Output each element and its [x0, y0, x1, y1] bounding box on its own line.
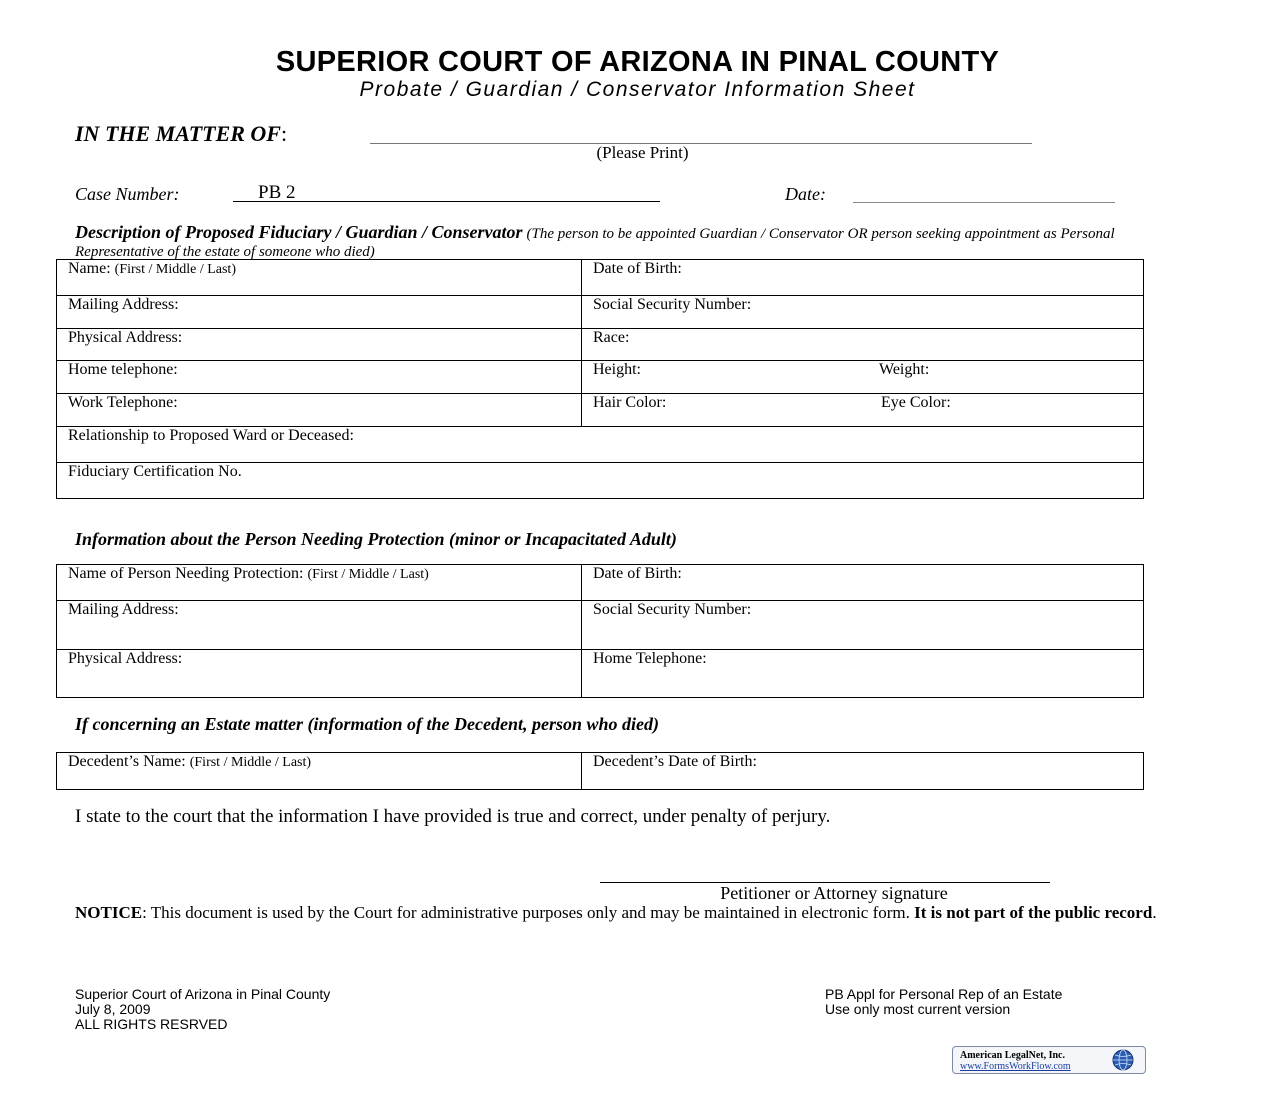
protected-ssn-field[interactable]: Social Security Number: [582, 601, 1144, 650]
date-field[interactable] [853, 202, 1115, 203]
fiduciary-section-heading: Description of Proposed Fiduciary / Guardian / Conservator (The person to be appointed Guardian / Conservator OR person seeking appointment as Personal Representative of the estate of someone who died) [75, 222, 1115, 260]
protected-mailing-field[interactable]: Mailing Address: [57, 601, 582, 650]
fiduciary-height-weight-field[interactable]: Height: Weight: [582, 361, 1144, 394]
fiduciary-dob-field[interactable]: Date of Birth: [582, 260, 1144, 296]
fiduciary-work-phone-field[interactable]: Work Telephone: [57, 394, 582, 427]
estate-section-heading: If concerning an Estate matter (information of the Decedent, person who died) [75, 714, 660, 734]
date-label: Date: [785, 184, 826, 204]
fiduciary-table [56, 259, 1144, 499]
fiduciary-name-field[interactable]: Name: (First / Middle / Last) [57, 260, 582, 296]
fiduciary-relationship-field[interactable]: Relationship to Proposed Ward or Deceased: [57, 427, 1144, 463]
protected-home-phone-field[interactable]: Home Telephone: [582, 650, 1144, 698]
fiduciary-certification-field[interactable]: Fiduciary Certification No. [57, 463, 1144, 499]
case-number-label: Case Number: [75, 184, 180, 204]
legalnet-badge[interactable] [952, 1046, 1146, 1074]
please-print-hint: (Please Print) [596, 143, 689, 162]
badge-company: American LegalNet, Inc. [960, 1050, 1065, 1061]
notice: NOTICE: This document is used by the Court for administrative purposes only and may be maintained in electronic form. It is not part of the public record. [75, 903, 1157, 922]
decedent-name-field[interactable]: Decedent’s Name: (First / Middle / Last) [57, 753, 582, 790]
case-number-value: PB 2 [258, 182, 296, 203]
protected-dob-field[interactable]: Date of Birth: [582, 565, 1144, 601]
page-subtitle: Probate / Guardian / Conservator Information Sheet [359, 78, 916, 101]
case-number-field[interactable] [233, 201, 660, 202]
fiduciary-hair-eye-field[interactable]: Hair Color: Eye Color: [582, 394, 1144, 427]
matter-label: IN THE MATTER OF: [75, 121, 288, 146]
protected-table [56, 564, 1144, 698]
protected-name-field[interactable]: Name of Person Needing Protection: (First / Middle / Last) [57, 565, 582, 601]
fiduciary-home-phone-field[interactable]: Home telephone: [57, 361, 582, 394]
footer-left [75, 987, 330, 1032]
fiduciary-physical-field[interactable]: Physical Address: [57, 329, 582, 361]
footer-form-name: PB Appl for Personal Rep of an Estate [825, 986, 1063, 1002]
page-title: SUPERIOR COURT OF ARIZONA IN PINAL COUNTY [275, 46, 1000, 78]
fiduciary-ssn-field[interactable]: Social Security Number: [582, 296, 1144, 329]
decedent-dob-field[interactable]: Decedent’s Date of Birth: [582, 753, 1144, 790]
protected-physical-field[interactable]: Physical Address: [57, 650, 582, 698]
globe-icon [1111, 1048, 1135, 1072]
footer-court: Superior Court of Arizona in Pinal County [75, 986, 331, 1002]
estate-table [56, 752, 1144, 790]
protected-section-heading: Information about the Person Needing Protection (minor or Incapacitated Adult) [75, 529, 677, 549]
badge-url-link[interactable]: www.FormsWorkFlow.com [960, 1061, 1071, 1072]
footer-version-note: Use only most current version [825, 1001, 1011, 1017]
footer-right [825, 987, 1062, 1017]
perjury-statement: I state to the court that the information I have provided is true and correct, under penalty of perjury. [75, 806, 831, 827]
signature-label: Petitioner or Attorney signature [720, 883, 948, 903]
fiduciary-mailing-field[interactable]: Mailing Address: [57, 296, 582, 329]
footer-rights: ALL RIGHTS RESRVED [75, 1016, 228, 1032]
footer-date: July 8, 2009 [75, 1001, 151, 1017]
fiduciary-race-field[interactable]: Race: [582, 329, 1144, 361]
